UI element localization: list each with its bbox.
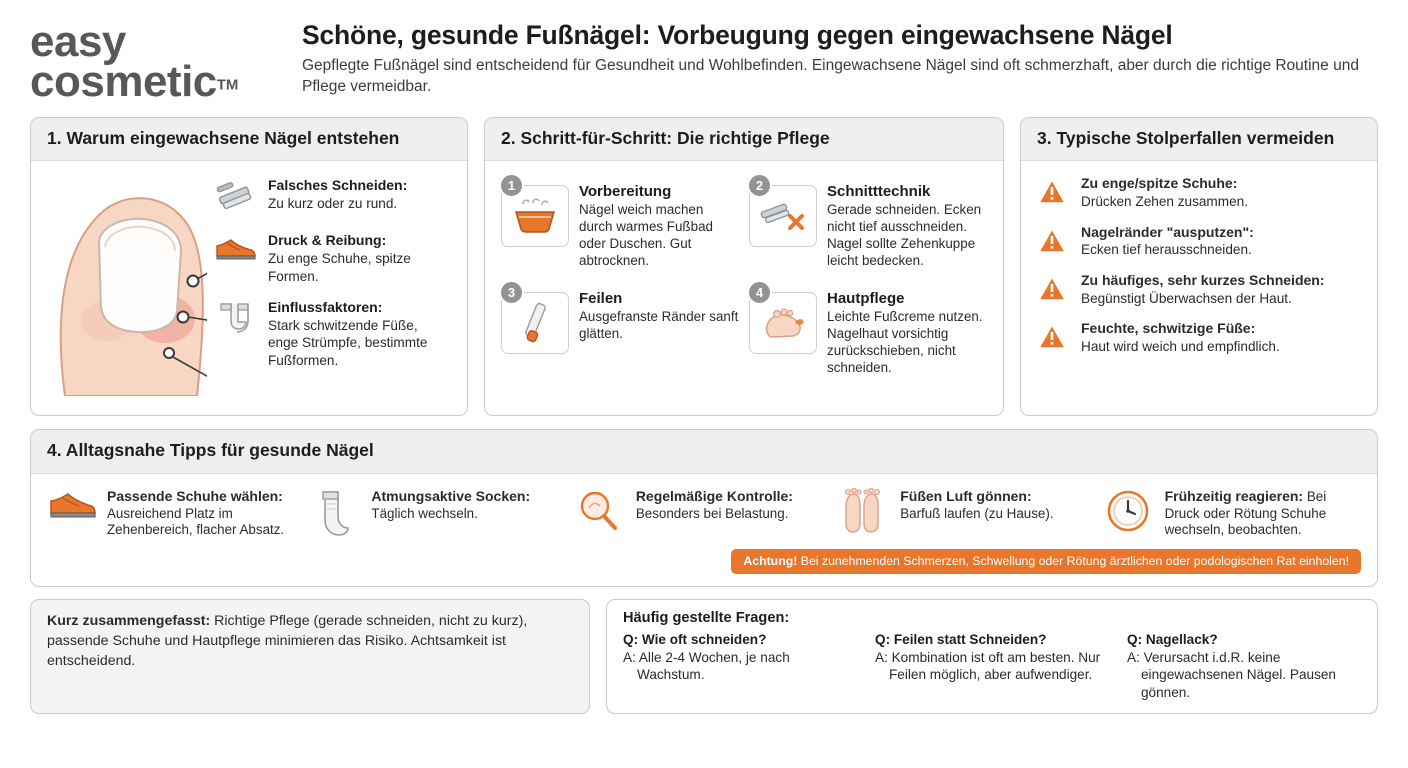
tips-grid bbox=[31, 474, 1377, 549]
faq-answer: A: Verursacht i.d.R. keine eingewachsenen Nägel. Pausen gönnen. bbox=[1127, 649, 1336, 700]
tip-desc: Besonders bei Belastung. bbox=[635, 505, 789, 521]
brand-line2: cosmetic bbox=[30, 57, 217, 107]
cause-text bbox=[268, 299, 451, 369]
bare-feet-icon bbox=[840, 488, 892, 543]
magnifier-icon bbox=[576, 488, 628, 543]
faq-box bbox=[606, 599, 1378, 714]
socks-icon bbox=[213, 299, 259, 369]
pitfall-item bbox=[1037, 175, 1361, 210]
pitfall-item bbox=[1037, 320, 1361, 355]
step-text bbox=[579, 175, 739, 270]
pitfall-text bbox=[1081, 224, 1254, 259]
tips-row bbox=[0, 416, 1408, 587]
warning-triangle-icon bbox=[1037, 272, 1071, 307]
summary-box bbox=[30, 599, 590, 714]
tip-item bbox=[1105, 488, 1361, 543]
step-item bbox=[501, 175, 739, 270]
step-title: Feilen bbox=[579, 289, 623, 307]
cause-item bbox=[213, 177, 451, 218]
step-item bbox=[749, 282, 987, 377]
tip-title: Regelmäßige Kontrolle: bbox=[635, 487, 793, 504]
cause-title: Druck & Reibung: bbox=[268, 232, 387, 249]
faq-answer: A: Alle 2-4 Wochen, je nach Wachstum. bbox=[623, 649, 790, 683]
step-icon-col bbox=[749, 175, 819, 270]
cause-desc: Zu kurz oder zu rund. bbox=[268, 196, 398, 212]
step-desc: Ausgefranste Ränder sanft glätten. bbox=[579, 308, 739, 341]
step-desc: Gerade schneiden. Ecken nicht tief ausschneiden. Nagel sollte Zehenkuppe leicht bedecken. bbox=[827, 202, 982, 268]
panel-tips-body bbox=[31, 474, 1377, 587]
step-number: 1 bbox=[499, 173, 524, 198]
main-panels-row bbox=[0, 109, 1408, 416]
steps-grid bbox=[501, 175, 987, 376]
panel-steps bbox=[484, 117, 1004, 416]
pitfall-desc: Drücken Zehen zusammen. bbox=[1081, 194, 1248, 210]
panel-pitfalls bbox=[1020, 117, 1378, 416]
panel-steps-body bbox=[485, 161, 1003, 415]
pitfall-title: Zu häufiges, sehr kurzes Schneiden: bbox=[1081, 271, 1325, 288]
page-title: Schöne, gesunde Fußnägel: Vorbeugung gegen eingewachsene Nägel bbox=[302, 20, 1173, 50]
tip-desc: Ausreichend Platz im Zehenbereich, flacher Absatz. bbox=[107, 505, 285, 538]
brand-logo bbox=[30, 17, 288, 107]
faq-item bbox=[875, 631, 1109, 701]
tip-text bbox=[636, 488, 793, 543]
panel-causes-body bbox=[31, 161, 467, 415]
pitfall-text bbox=[1081, 175, 1248, 210]
notice-row bbox=[31, 549, 1377, 587]
cause-text bbox=[268, 232, 451, 285]
pitfall-desc: Ecken tief herausschneiden. bbox=[1081, 242, 1252, 258]
step-text bbox=[579, 282, 739, 377]
step-icon-col bbox=[749, 282, 819, 377]
faq-item bbox=[623, 631, 857, 701]
tip-text bbox=[900, 488, 1053, 543]
pitfall-desc: Begünstigt Überwachsen der Haut. bbox=[1081, 290, 1292, 306]
nail-clipper-icon bbox=[213, 177, 259, 218]
tip-item bbox=[311, 488, 567, 543]
cause-desc: Zu enge Schuhe, spitze Formen. bbox=[268, 251, 411, 284]
faq-question: Q: Wie oft schneiden? bbox=[623, 632, 767, 648]
cause-title: Falsches Schneiden: bbox=[268, 177, 408, 194]
panel-pitfalls-body bbox=[1021, 161, 1377, 415]
step-text bbox=[827, 282, 987, 377]
warning-triangle-icon bbox=[1037, 224, 1071, 259]
faq-item bbox=[1127, 631, 1361, 701]
panel-pitfalls-title: 3. Typische Stolperfallen vermeiden bbox=[1021, 118, 1377, 161]
tip-title: Passende Schuhe wählen: bbox=[107, 487, 283, 504]
step-title: Hautpflege bbox=[827, 289, 905, 307]
step-icon-col bbox=[501, 175, 571, 270]
shoe-icon bbox=[47, 488, 99, 543]
panel-tips-title: 4. Alltagsnahe Tipps für gesunde Nägel bbox=[31, 430, 1377, 473]
tip-text bbox=[107, 488, 303, 543]
cause-title: Einflussfaktoren: bbox=[268, 298, 383, 315]
cause-item bbox=[213, 232, 451, 285]
step-desc: Nägel weich machen durch warmes Fußbad oder Duschen. Gut abtrocknen. bbox=[579, 202, 713, 268]
panel-tips bbox=[30, 429, 1378, 587]
step-item bbox=[501, 282, 739, 377]
pitfall-title: Nagelränder "ausputzen": bbox=[1081, 223, 1254, 240]
faq-question: Q: Nagellack? bbox=[1127, 632, 1218, 648]
tip-desc: Bei Druck oder Rötung Schuhe wechseln, beobachten. bbox=[1164, 488, 1327, 538]
page-header bbox=[0, 0, 1408, 109]
step-number: 3 bbox=[499, 280, 524, 305]
brand-line1: easy bbox=[30, 17, 126, 66]
tip-title: Atmungsaktive Socken: bbox=[371, 487, 531, 504]
faq-title: Häufig gestellte Fragen: bbox=[623, 610, 790, 627]
step-icon-col bbox=[501, 282, 571, 377]
faq-grid bbox=[623, 631, 1361, 701]
pitfall-desc: Haut wird weich und empfindlich. bbox=[1081, 339, 1280, 355]
panel-steps-title: 2. Schritt-für-Schritt: Die richtige Pflege bbox=[485, 118, 1003, 161]
pitfall-title: Feuchte, schwitzige Füße: bbox=[1081, 320, 1256, 337]
tip-item bbox=[840, 488, 1096, 543]
faq-answer: A: Kombination ist oft am besten. Nur Feilen möglich, aber aufwendiger. bbox=[875, 649, 1101, 683]
tip-text bbox=[1165, 488, 1361, 543]
step-desc: Leichte Fußcreme nutzen. Nagelhaut vorsichtig zurückschieben, nicht schneiden. bbox=[827, 308, 983, 375]
pitfall-title: Zu enge/spitze Schuhe: bbox=[1081, 175, 1238, 192]
causes-list bbox=[213, 171, 451, 401]
cause-item bbox=[213, 299, 451, 369]
tip-desc: Barfuß laufen (zu Hause). bbox=[900, 505, 1054, 521]
sock-icon bbox=[311, 488, 363, 543]
step-item bbox=[749, 175, 987, 270]
step-title: Schnitttechnik bbox=[827, 183, 931, 201]
tip-item bbox=[47, 488, 303, 543]
summary-text: Richtige Pflege (gerade schneiden, nicht zu kurz), passende Schuhe und Hautpflege minimieren das Risiko. Achtsamkeit ist entscheidend. bbox=[47, 613, 528, 669]
warning-banner bbox=[731, 549, 1361, 575]
warning-banner-text: Bei zunehmenden Schmerzen, Schwellung oder Rötung ärztlichen oder podologischen Rat einholen! bbox=[800, 553, 1349, 568]
warning-triangle-icon bbox=[1037, 320, 1071, 355]
warning-triangle-icon bbox=[1037, 175, 1071, 210]
shoe-icon bbox=[213, 232, 259, 285]
summary-label: Kurz zusammengefasst: bbox=[47, 613, 211, 630]
bottom-row bbox=[0, 587, 1408, 724]
header-text-block bbox=[288, 18, 1380, 97]
step-text bbox=[827, 175, 987, 270]
warning-banner-label: Achtung! bbox=[743, 553, 798, 568]
page-subtitle: Gepflegte Fußnägel sind entscheidend für Gesundheit und Wohlbefinden. Eingewachsene Nägel sind oft schmerzhaft, aber durch die richtige Routine und Pflege vermeidbar. bbox=[302, 57, 1359, 95]
toe-illustration bbox=[47, 171, 207, 401]
step-number: 2 bbox=[747, 173, 772, 198]
step-number: 4 bbox=[747, 280, 772, 305]
pitfall-item bbox=[1037, 272, 1361, 307]
tip-text bbox=[371, 488, 530, 543]
panel-causes bbox=[30, 117, 468, 416]
tip-title: Füßen Luft gönnen: bbox=[900, 487, 1032, 504]
brand-trademark: TM bbox=[216, 77, 239, 95]
cause-desc: Stark schwitzende Füße, enge Strümpfe, bestimmte Fußformen. bbox=[268, 317, 428, 368]
faq-question: Q: Feilen statt Schneiden? bbox=[875, 632, 1047, 648]
panel-causes-title: 1. Warum eingewachsene Nägel entstehen bbox=[31, 118, 467, 161]
tip-desc: Täglich wechseln. bbox=[371, 505, 478, 521]
pitfall-item bbox=[1037, 224, 1361, 259]
pitfall-text bbox=[1081, 320, 1280, 355]
tip-title: Frühzeitig reagieren: bbox=[1164, 487, 1304, 504]
clock-icon bbox=[1105, 488, 1157, 543]
pitfall-text bbox=[1081, 272, 1325, 307]
cause-text bbox=[268, 177, 407, 218]
tip-item bbox=[576, 488, 832, 543]
step-title: Vorbereitung bbox=[579, 183, 672, 201]
